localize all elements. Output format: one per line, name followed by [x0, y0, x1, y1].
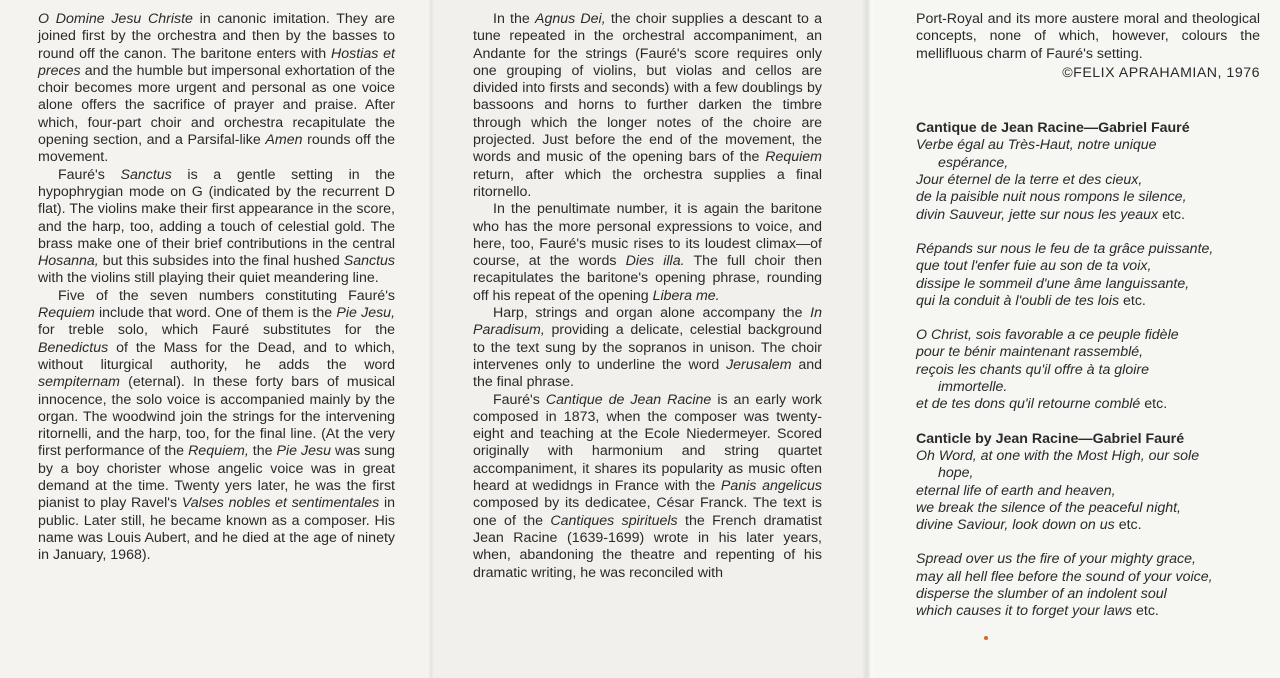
- verse-line: et de tes dons qu'il retourne comblé etc.: [916, 396, 1168, 413]
- paragraph: [38, 288, 395, 565]
- italic-title: Hosanna,: [38, 253, 99, 270]
- text-run: of the Mass for the Dead, and to which, without liturgical authority, he adds the word: [38, 339, 395, 373]
- verse-line: divin Sauveur, jette sur nous les yeaux etc.: [916, 206, 1185, 223]
- text-run: the: [248, 443, 277, 460]
- text-run: but this subsides into the final hushed: [98, 253, 344, 270]
- italic-title: Benedictus: [38, 339, 109, 356]
- verse-line: que tout l'enfer fuie au son de ta voix,: [916, 258, 1152, 275]
- text-run: in public. Later still, he became known as a composer. His name was Louis Aubert, and he died at the age of ninety in January, 1968).: [38, 495, 396, 564]
- text-run: and the humble but impersonal exhortation of the choir becomes more urgent and personal as one voice alone offers the sacrifice of prayer and praise. After which, four-part choir and orchestra recapitulate the opening section, and a Parsifal-like: [38, 62, 395, 149]
- text-run: (eternal). In these forty bars of musical innocence, the solo voice is accompanied mainly by the organ. The woodwind join the strings for the intervening ritornelli, and the harp, too, for the final line. (At the very first performance of the: [38, 374, 395, 460]
- verse-line: Répands sur nous le feu de ta grâce puissante,: [916, 240, 1214, 257]
- italic-title: Requiem,: [188, 443, 249, 460]
- text-run: is a gentle setting in the hypophrygian mode on G (indicated by the recurrent D flat). The violins make their first appearance in the score, and the harp, too, adding a touch of celestial gold. The brass make one of their brief contributions in the central: [38, 166, 395, 252]
- text-run: Five of the seven numbers constituting Fauré's: [58, 287, 395, 304]
- text-run: Fauré's: [493, 391, 546, 408]
- text-run: In the penultimate number, it is again the baritone who has the more personal expressions to voice, and here, too, Fauré's music rises to its loudest climax—of course, at the words: [473, 201, 822, 270]
- italic-title: Agnus Dei,: [534, 11, 606, 27]
- stanza: [916, 448, 1260, 534]
- italic-title: In Paradisum,: [473, 305, 822, 339]
- paragraph: [38, 11, 395, 167]
- italic-title: Dies illa.: [625, 253, 685, 270]
- text-run: composed by its dedicatee, César Franck. The text is one of the: [473, 495, 822, 529]
- english-verses: [916, 448, 1260, 621]
- verse-line: dissipe le sommeil d'une âme languissante,: [916, 275, 1190, 292]
- text-run: and the final phrase.: [473, 356, 823, 391]
- stanza: [916, 241, 1260, 310]
- verse-line: Spread over us the fire of your mighty grace,: [916, 551, 1196, 568]
- italic-title: Jerusalem: [726, 356, 792, 373]
- text-run: with the violins still playing their quiet meandering line.: [38, 270, 379, 287]
- verse-line: Verbe égal au Très-Haut, notre unique: [916, 137, 1157, 154]
- text-run: include that word. One of them is the: [94, 305, 337, 322]
- stanza: [916, 551, 1260, 620]
- etc-marker: etc.: [1114, 517, 1142, 534]
- text-run: rounds off the movement.: [38, 132, 395, 166]
- paragraph: [473, 392, 822, 582]
- italic-title: Pie Jesu,: [336, 305, 396, 322]
- text-run: was sung by a boy chorister whose angelic voice was in great demand at the time. Twenty yers later, he was the first pianist to play Ravel's: [38, 443, 396, 512]
- verse-line: hope,: [938, 465, 974, 482]
- text-run: Harp, strings and organ alone accompany the: [493, 305, 811, 322]
- italic-title: Cantique de Jean Racine: [545, 391, 712, 408]
- verse-line: may all hell flee before the sound of your voice,: [916, 568, 1213, 585]
- verse-line: eternal life of earth and heaven,: [916, 482, 1116, 499]
- text-run: providing a delicate, celestial background to the text sung by the sopranos in unison. The choir intervenes only to underline the word: [473, 322, 822, 373]
- verse-line: disperse the slumber of an indolent soul: [916, 586, 1167, 603]
- verse-line: O Christ, sois favorable a ce peuple fidèle: [916, 327, 1179, 344]
- verse-line: pour te bénir maintenant rassemblé,: [916, 344, 1144, 361]
- etc-marker: etc.: [1158, 206, 1185, 223]
- italic-title: Libera me.: [652, 287, 720, 304]
- verse-line: reçois les chants qu'il offre à ta gloire: [916, 361, 1149, 378]
- paragraph: [473, 305, 822, 391]
- etc-marker: etc.: [1119, 292, 1146, 309]
- column-3-text: [916, 11, 1260, 621]
- italic-title: Hostias et preces: [38, 45, 396, 79]
- page-fold-right: [862, 0, 876, 678]
- text-run: Fauré's: [58, 166, 121, 183]
- etc-marker: etc.: [1132, 603, 1159, 620]
- italic-title: Sanctus: [343, 253, 395, 270]
- verse-line: espérance,: [938, 154, 1009, 171]
- verse-line: immortelle.: [938, 379, 1008, 396]
- text-run: In the: [493, 11, 535, 27]
- text-run: in canonic imitation. They are joined first by the orchestra and then by the basses to round off the canon. The baritone enters with: [38, 11, 395, 62]
- text-run: The full choir then recapitulates the baritone's opening phrase, rounding off his repeat of the opening: [473, 253, 822, 304]
- verse-line: we break the silence of the peaceful night,: [916, 499, 1182, 516]
- stanza: [916, 137, 1260, 223]
- page-fold-left: [428, 0, 434, 678]
- italic-title: O Domine Jesu Christe: [38, 11, 193, 27]
- text-run: the French dramatist Jean Racine (1639-1699) wrote in his later years, when, abandoning the theatre and repenting of his dramatic writing, he was reconciled with: [473, 512, 822, 581]
- etc-marker: etc.: [1140, 396, 1168, 413]
- french-text-heading: Cantique de Jean Racine—Gabriel Fauré: [916, 120, 1190, 137]
- stanza: [916, 327, 1260, 413]
- italic-title: sempiternam: [38, 374, 121, 391]
- italic-title: Sanctus: [120, 166, 172, 183]
- text-run: for treble solo, which Fauré substitutes for the: [38, 322, 395, 339]
- italic-title: Panis angelicus: [720, 478, 823, 495]
- french-verses: [916, 137, 1260, 413]
- italic-title: Amen: [265, 132, 303, 149]
- verse-line: Jour éternel de la terre et des cieux,: [916, 172, 1143, 189]
- print-speck: [984, 636, 988, 640]
- paragraph: [38, 167, 395, 288]
- english-text-heading: Canticle by Jean Racine—Gabriel Fauré: [916, 430, 1185, 447]
- italic-title: Requiem: [38, 305, 95, 322]
- verse-line: de la paisible nuit nous rompons le silence,: [916, 189, 1187, 206]
- text-run: is an early work composed in 1873, when the composer was twenty-eight and teaching at the Ecole Niedermeyer. Scored originally with harmonium and string quartet accompaniment, it shares its popularity as music often heard at wedidngs in France with the: [473, 391, 823, 495]
- verse-line: which causes it to forget your laws etc.: [916, 603, 1159, 620]
- column-2-text: [473, 11, 822, 582]
- paragraph: [473, 201, 822, 305]
- paragraph: [473, 11, 822, 201]
- italic-title: Requiem: [765, 149, 822, 166]
- verse-line: qui la conduit à l'oubli de tes lois etc.: [916, 292, 1146, 309]
- text-run: return, after which the orchestra supplies a final ritornello.: [473, 166, 822, 200]
- text-run: the choir supplies a descant to a tune repeated in the orchestral accompaniment, an Andante for the strings (Fauré's score requires only one grouping of violins, but violas and cellos are divided into firsts and seconds) with a few doublings by bassoons and horns to further darken the timbre through which the longer notes of the choire are projected. Just before the end of the movement, the words and music of the opening bars of the: [473, 11, 822, 166]
- column-1-text: [38, 11, 395, 565]
- italic-title: Pie Jesu: [276, 443, 332, 460]
- verse-line: Oh Word, at one with the Most High, our sole: [916, 447, 1200, 464]
- author-credit: ©FELIX APRAHAMIAN, 1976: [1062, 64, 1260, 81]
- italic-title: Valses nobles et sentimentales: [181, 495, 380, 512]
- verse-line: divine Saviour, look down on us etc.: [916, 517, 1142, 534]
- italic-title: Cantiques spirituels: [550, 512, 678, 529]
- essay-conclusion: Port-Royal and its more austere moral and theological concepts, none of which, however, colours the mellifluous charm of Fauré's setting.: [916, 11, 1260, 62]
